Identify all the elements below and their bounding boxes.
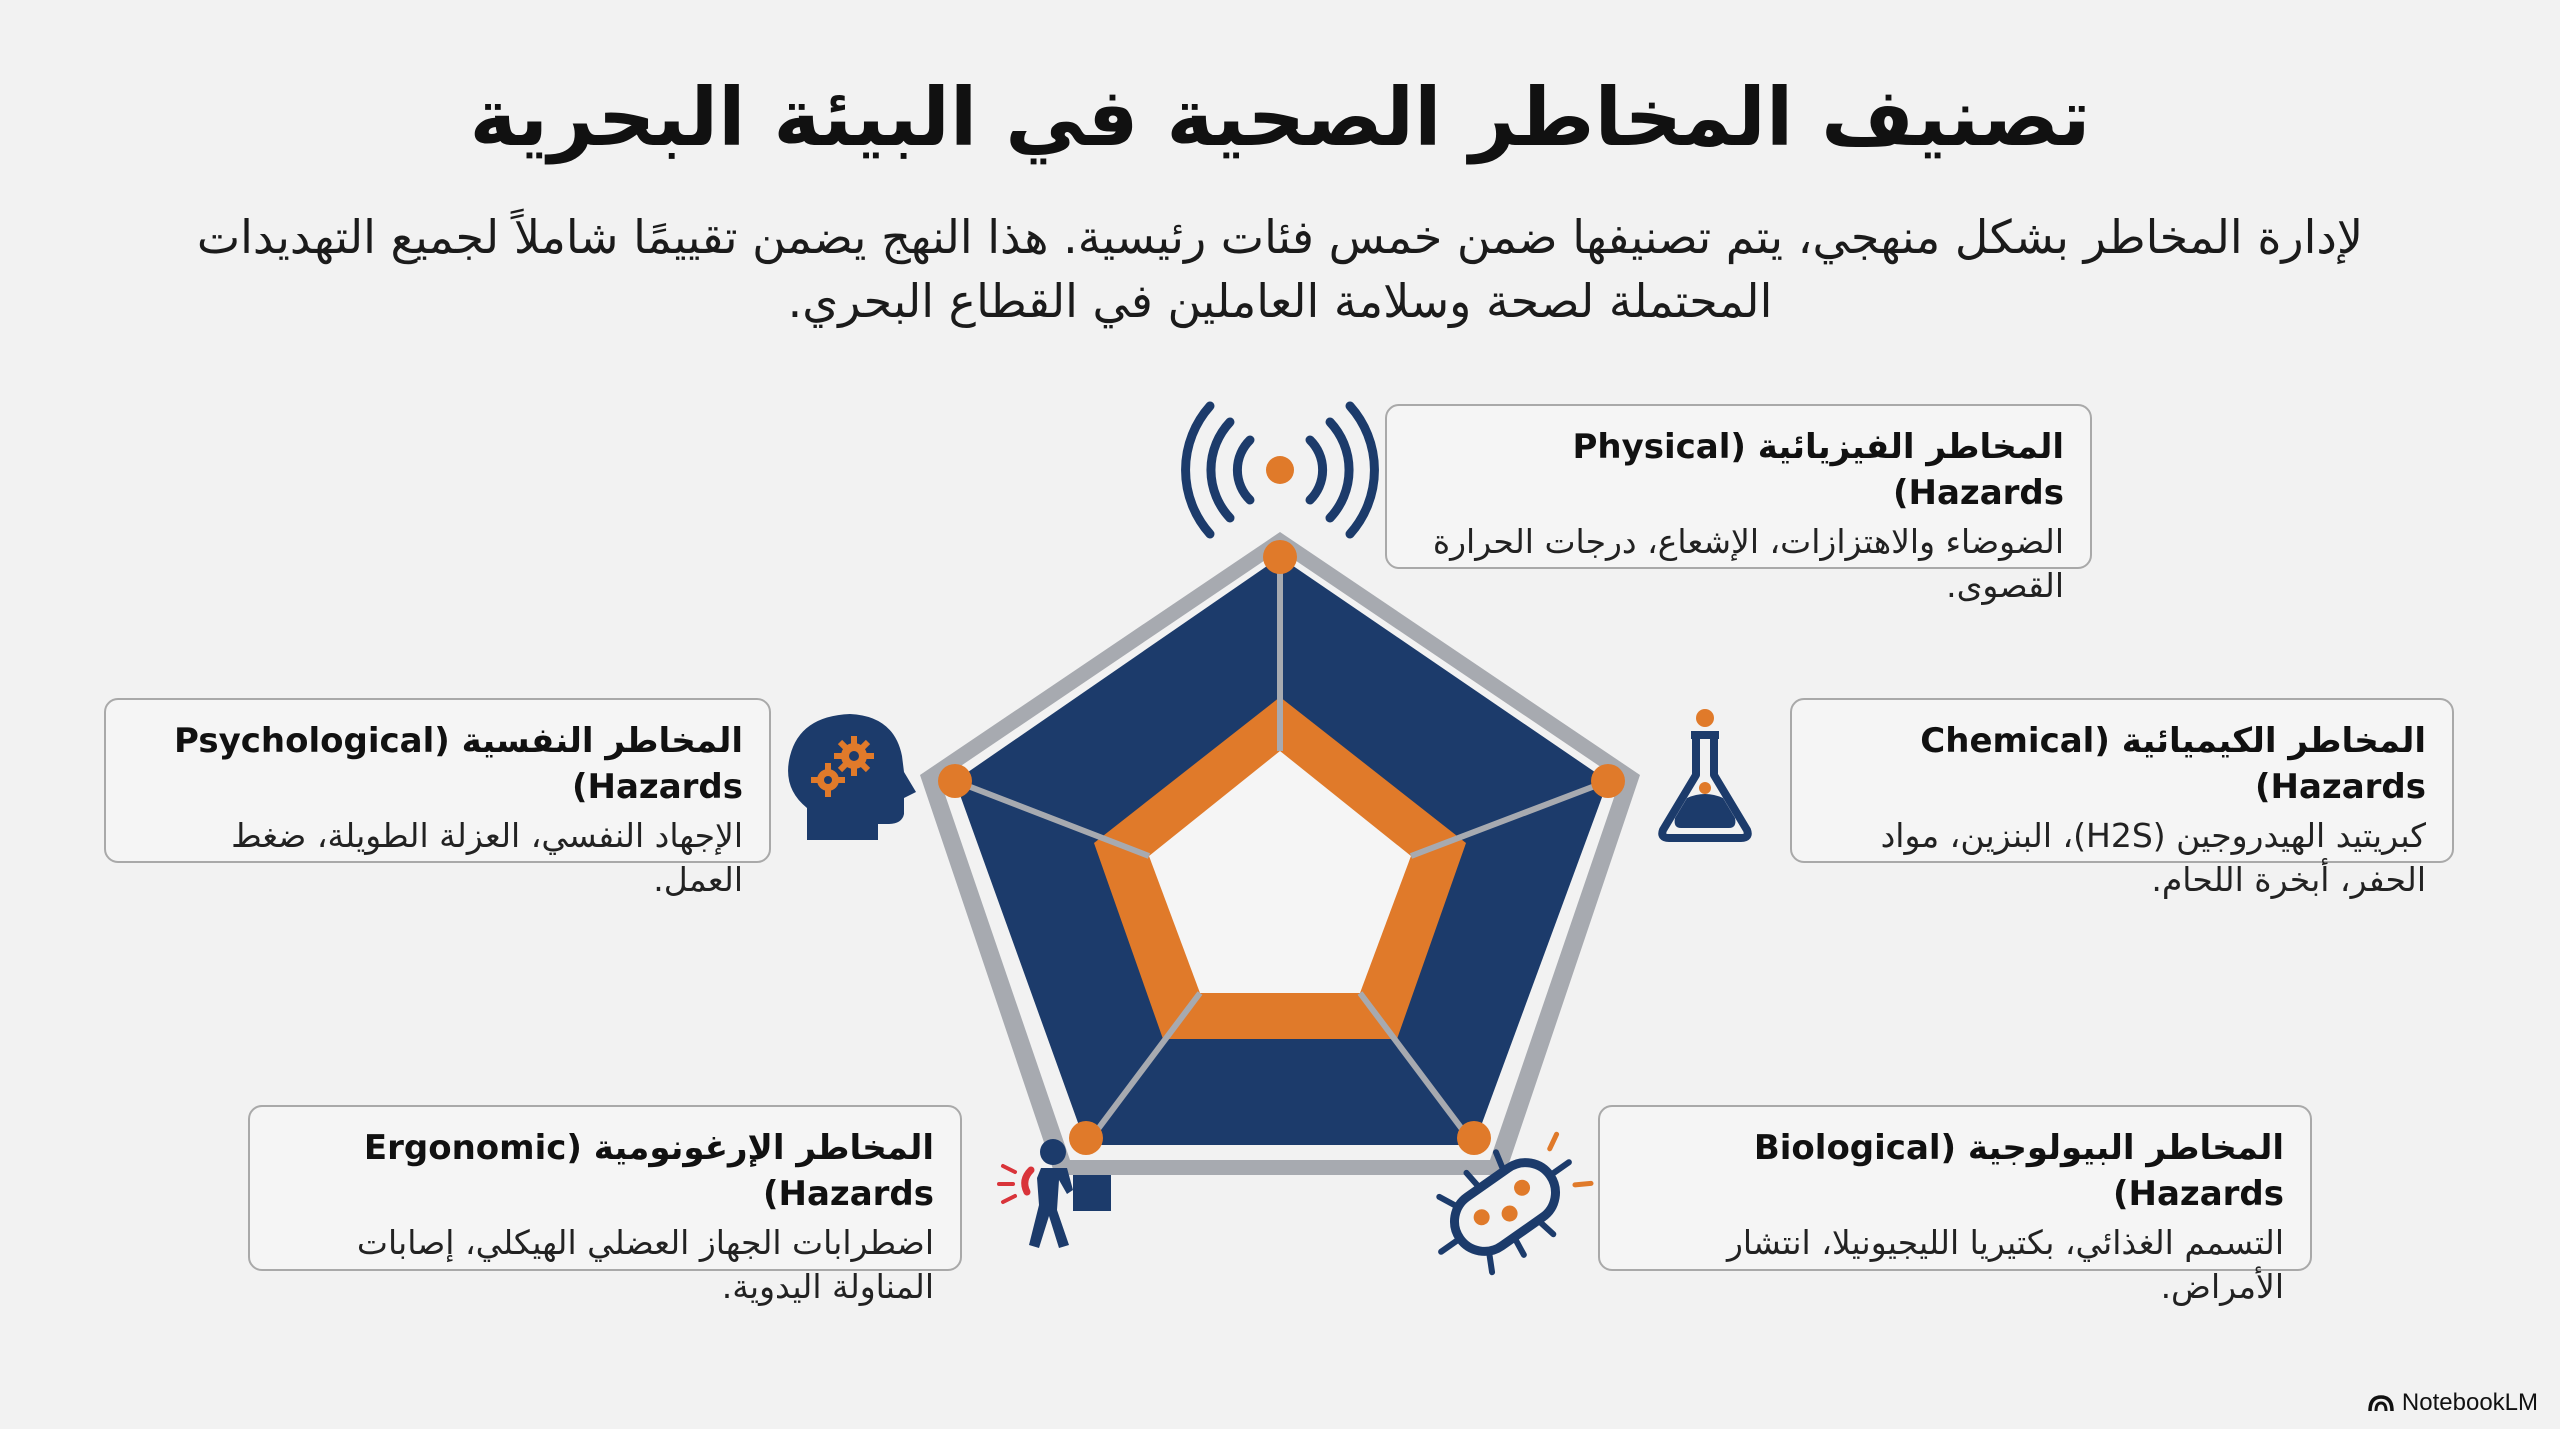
flask-icon [1662,709,1748,838]
page-title: تصنيف المخاطر الصحية في البيئة البحرية [469,71,2091,164]
card-ergonomic-title: المخاطر الإرغونومية (Ergonomic Hazards) [363,1128,934,1214]
notebooklm-logo-icon [2368,1393,2394,1413]
card-chemical-title: المخاطر الكيميائية (Chemical Hazards) [1920,721,2426,807]
card-psychological-description: الإجهاد النفسي، العزلة الطويلة، ضغط العمل. [231,816,743,899]
card-psychological-title: المخاطر النفسية (Psychological Hazards) [174,721,743,807]
vertex-biological [1457,1121,1491,1155]
vertex-ergonomic [1069,1121,1103,1155]
card-biological-description: التسمم الغذائي، بكتيريا الليجيونيلا، انتشار الأمراض. [1726,1223,2284,1306]
card-physical [1385,404,2092,605]
card-chemical-description: كبريتيد الهيدروجين (H2S)، البنزين، مواد الحفر، أبخرة اللحام. [1880,816,2426,899]
intro-text: لإدارة المخاطر بشكل منهجي، يتم تصنيفها ضمن خمس فئات رئيسية. هذا النهج يضمن تقييمًا شاملاً لجميع التهديدات المحتملة لصحة وسلامة العاملين في القطاع البحري. [196,210,2364,328]
card-chemical [1790,698,2454,899]
brand-watermark [2368,1389,2538,1417]
card-biological [1598,1105,2312,1306]
brand-name: NotebookLM [2401,1389,2538,1416]
signal-waves-icon [1186,406,1375,534]
card-ergonomic [248,1105,962,1306]
card-physical-description: الضوضاء والاهتزازات، الإشعاع، درجات الحرارة القصوى. [1432,522,2064,605]
vertex-physical [1263,540,1297,574]
card-ergonomic-description: اضطرابات الجهاز العضلي الهيكلي، إصابات المناولة اليدوية. [356,1223,934,1306]
vertex-psychological [938,764,972,798]
card-physical-title: المخاطر الفيزيائية (Physical Hazards) [1572,427,2064,513]
card-biological-title: المخاطر البيولوجية (Biological Hazards) [1753,1128,2284,1214]
vertex-chemical [1591,764,1625,798]
card-psychological [104,698,771,899]
head-gears-icon [788,714,916,840]
